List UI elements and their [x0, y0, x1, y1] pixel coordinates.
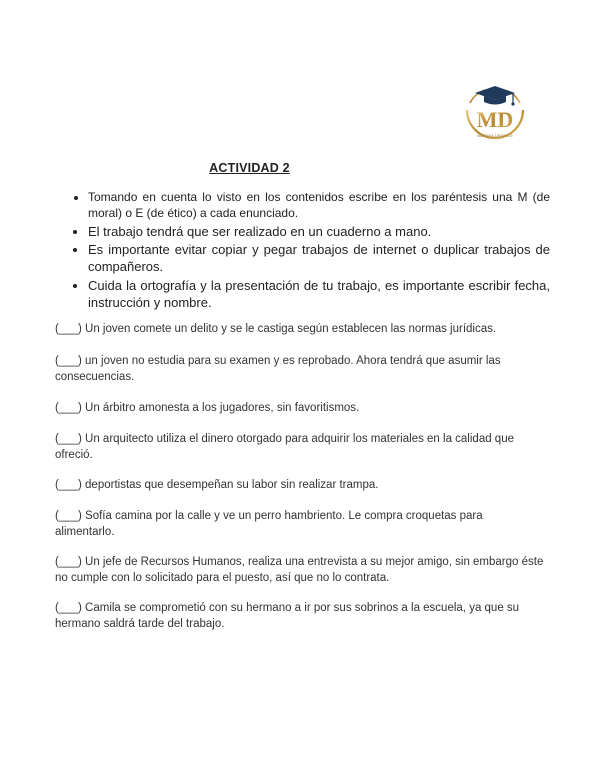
question-item: (___) Un jefe de Recursos Humanos, realiza una entrevista a su mejor amigo, sin embargo éste no cumple con lo solicitado para el puesto, así que no lo contrata. [55, 556, 544, 584]
question-item: (___) Un joven comete un delito y se le castiga según establecen las normas jurídicas. [55, 323, 497, 335]
md-logo [455, 80, 535, 150]
instruction-item: • Es importante evitar copiar y pegar trabajos de internet o duplicar trabajos de compañeros. [88, 241, 550, 275]
instruction-item: • Tomando en cuenta lo visto en los contenidos escribe en los paréntesis una M (de moral) o E (de ético) a cada enunciado. [88, 189, 550, 221]
question-item: (___) Camila se comprometió con su hermano a ir por sus sobrinos a la escuela, ya que su hermano saldrá tarde del trabajo. [55, 602, 520, 630]
question-item: (___) Sofía camina por la calle y ve un perro hambriento. Le compra croquetas para alimentarlo. [55, 510, 483, 538]
question-item: (___) Un árbitro amonesta a los jugadores, sin favoritismos. [55, 402, 360, 414]
instructions-list [62, 189, 550, 312]
instruction-item: • El trabajo tendrá que ser realizado en un cuaderno a mano. [88, 223, 550, 240]
question-item: (___) un joven no estudia para su examen y es reprobado. Ahora tendrá que asumir las consecuencias. [55, 355, 501, 383]
logo-text: MD [476, 107, 514, 132]
page-title: ACTIVIDAD 2 [209, 161, 290, 175]
instruction-item: • Cuida la ortografía y la presentación de tu trabajo, es importante escribir fecha, instrucción y nombre. [88, 277, 550, 311]
question-item: (___) deportistas que desempeñan su labor sin realizar trampa. [55, 479, 379, 491]
logo-subtitle: MARTHA DEBAYLE [477, 133, 513, 138]
question-item: (___) Un arquitecto utiliza el dinero otorgado para adquirir los materiales en la calidad que ofreció. [55, 433, 514, 461]
